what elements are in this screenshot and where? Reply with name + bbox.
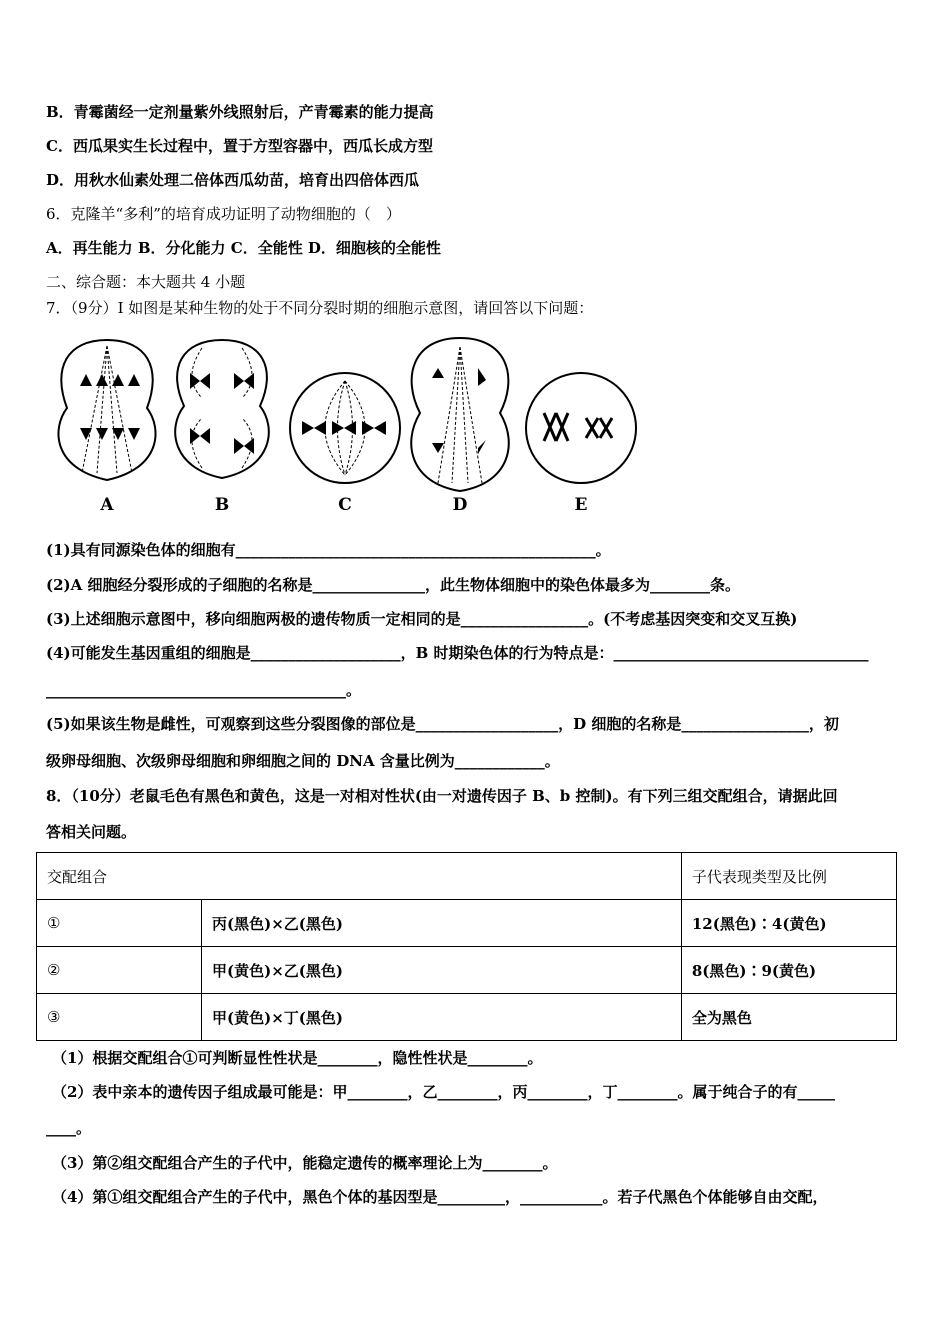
row-result: 12(黑色)∶4(黄色) xyxy=(681,900,896,947)
table-row xyxy=(37,994,897,1041)
table-header-cross: 交配组合 xyxy=(37,853,682,900)
q8-sub2b: ____。 xyxy=(46,1119,92,1137)
q7-sub4a: (4)可能发生基因重组的细胞是____________________，B 时期染色体的行为特点是：__________________________________ xyxy=(46,644,869,662)
table-header-row xyxy=(37,853,897,900)
figure-label-e: E xyxy=(574,495,588,515)
row-cross: 甲(黄色)×丁(黑色) xyxy=(202,994,682,1041)
table-row xyxy=(37,900,897,947)
cell-c-diagram xyxy=(290,373,400,483)
row-result: 全为黑色 xyxy=(681,994,896,1041)
q7-sub1: (1)具有同源染色体的细胞有________________________________________________。 xyxy=(46,541,611,559)
q7-sub3: (3)上述细胞示意图中，移向细胞两极的遗传物质一定相同的是_________________。(不考虑基因突变和交叉互换) xyxy=(46,610,798,628)
q7-stem: 7．（9分）I 如图是某种生物的处于不同分裂时期的细胞示意图，请回答以下问题： xyxy=(46,299,594,317)
q6-stem: 6．克隆羊“多利”的培育成功证明了动物细胞的（ ） xyxy=(46,205,401,223)
q7-sub2: (2)A 细胞经分裂形成的子细胞的名称是_______________，此生物体细胞中的染色体最多为________条。 xyxy=(46,576,740,594)
option-c: C．西瓜果实生长过程中，置于方型容器中，西瓜长成方型 xyxy=(46,137,433,155)
q8-sub2a: （2）表中亲本的遗传因子组成最可能是：甲________，乙________，丙________，丁________。属于纯合子的有_____ xyxy=(52,1083,835,1101)
row-number: ① xyxy=(37,900,202,947)
q6-choices: A．再生能力 B．分化能力 C．全能性 D．细胞核的全能性 xyxy=(46,239,441,257)
q7-sub5b: 级卵母细胞、次级卵母细胞和卵细胞之间的 DNA 含量比例为____________。 xyxy=(46,752,560,770)
q8-sub3: （3）第②组交配组合产生的子代中，能稳定遗传的概率理论上为________。 xyxy=(52,1154,558,1172)
cell-e-diagram xyxy=(526,373,636,483)
table-header-result: 子代表现类型及比例 xyxy=(681,853,896,900)
figure-label-b: B xyxy=(214,495,230,515)
option-d: D．用秋水仙素处理二倍体西瓜幼苗，培育出四倍体西瓜 xyxy=(46,171,420,189)
cell-d-diagram xyxy=(411,338,509,491)
cell-division-figure xyxy=(52,328,642,518)
q8-stem-a: 8．（10分）老鼠毛色有黑色和黄色，这是一对相对性状(由一对遗传因子 B、b 控制)。有下列三组交配组合，请据此回 xyxy=(46,787,838,805)
option-b: B．青霉菌经一定剂量紫外线照射后，产青霉素的能力提高 xyxy=(46,103,434,121)
row-cross: 甲(黄色)×乙(黑色) xyxy=(202,947,682,994)
q7-sub5a: (5)如果该生物是雌性，可观察到这些分裂图像的部位是___________________，D 细胞的名称是_________________，初 xyxy=(46,715,839,733)
table-row xyxy=(37,947,897,994)
q8-sub4: （4）第①组交配组合产生的子代中，黑色个体的基因型是_________，___________。若子代黑色个体能够自由交配， xyxy=(52,1188,828,1206)
row-number: ② xyxy=(37,947,202,994)
q7-sub4b: ________________________________________。 xyxy=(46,681,362,699)
row-number: ③ xyxy=(37,994,202,1041)
cross-results-table xyxy=(36,852,897,1041)
section-heading: 二、综合题：本大题共 4 小题 xyxy=(46,273,246,291)
figure-label-c: C xyxy=(338,495,352,515)
row-result: 8(黑色)∶9(黄色) xyxy=(681,947,896,994)
row-cross: 丙(黑色)×乙(黑色) xyxy=(202,900,682,947)
cell-b-diagram xyxy=(175,340,269,478)
figure-label-a: A xyxy=(100,495,114,515)
q8-stem-b: 答相关问题。 xyxy=(46,823,137,841)
figure-label-d: D xyxy=(452,495,468,515)
q8-sub1: （1）根据交配组合①可判断显性性状是________，隐性性状是________。 xyxy=(52,1049,543,1067)
cell-a-diagram xyxy=(58,340,155,480)
